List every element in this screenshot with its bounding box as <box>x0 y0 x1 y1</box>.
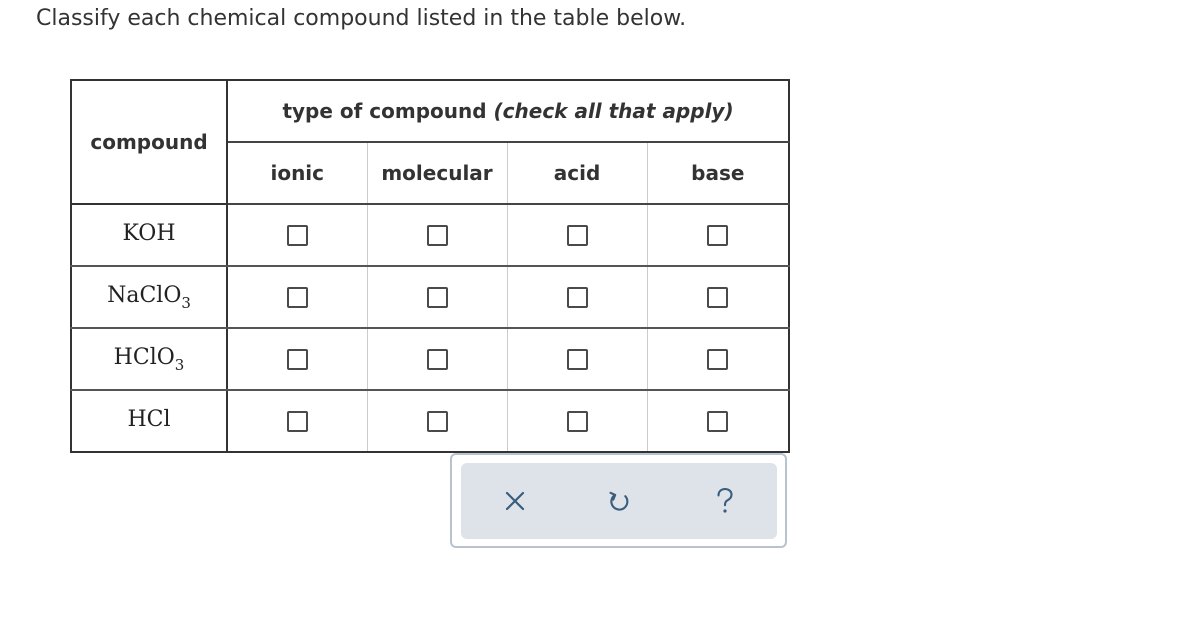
undo-icon <box>607 489 631 513</box>
hcl-ionic-checkbox[interactable] <box>287 411 308 432</box>
formula-text: NaClO <box>107 282 182 308</box>
table-row <box>71 204 789 266</box>
compound-formula <box>71 390 227 452</box>
undo-button[interactable] <box>603 485 635 517</box>
hclo3-acid-checkbox[interactable] <box>567 349 588 370</box>
koh-ionic-checkbox[interactable] <box>287 225 308 246</box>
clear-button[interactable] <box>499 485 531 517</box>
base-header: base <box>647 142 789 204</box>
table-row <box>71 390 789 452</box>
koh-base-checkbox[interactable] <box>707 225 728 246</box>
answer-toolbar <box>461 463 777 539</box>
question-prompt: Classify each chemical compound listed in the table below. <box>36 6 687 31</box>
acid-header: acid <box>507 142 647 204</box>
koh-molecular-checkbox[interactable] <box>427 225 448 246</box>
molecular-header: molecular <box>367 142 507 204</box>
naclo3-acid-checkbox[interactable] <box>567 287 588 308</box>
compound-classification-table <box>70 79 790 453</box>
hclo3-ionic-checkbox[interactable] <box>287 349 308 370</box>
table-row <box>71 266 789 328</box>
type-header-italic: (check all that apply) <box>493 99 734 123</box>
ionic-header: ionic <box>227 142 367 204</box>
formula-text: HCl <box>127 406 171 432</box>
formula-text: KOH <box>122 220 176 246</box>
naclo3-base-checkbox[interactable] <box>707 287 728 308</box>
hcl-base-checkbox[interactable] <box>707 411 728 432</box>
compound-header: compound <box>71 80 227 204</box>
type-header-text: type of compound <box>282 99 494 123</box>
naclo3-ionic-checkbox[interactable] <box>287 287 308 308</box>
help-icon <box>714 487 736 515</box>
formula-text: HClO <box>113 344 175 370</box>
hclo3-molecular-checkbox[interactable] <box>427 349 448 370</box>
type-of-compound-header <box>227 80 789 142</box>
formula-subscript: 3 <box>174 355 185 374</box>
help-button[interactable] <box>709 485 741 517</box>
hcl-molecular-checkbox[interactable] <box>427 411 448 432</box>
answer-toolbar-frame <box>450 453 787 548</box>
compound-formula <box>71 328 227 390</box>
koh-acid-checkbox[interactable] <box>567 225 588 246</box>
formula-subscript: 3 <box>181 293 191 312</box>
naclo3-molecular-checkbox[interactable] <box>427 287 448 308</box>
hclo3-base-checkbox[interactable] <box>707 349 728 370</box>
compound-formula <box>71 266 227 328</box>
hcl-acid-checkbox[interactable] <box>567 411 588 432</box>
table-row <box>71 328 789 390</box>
close-icon <box>505 491 525 511</box>
compound-formula <box>71 204 227 266</box>
